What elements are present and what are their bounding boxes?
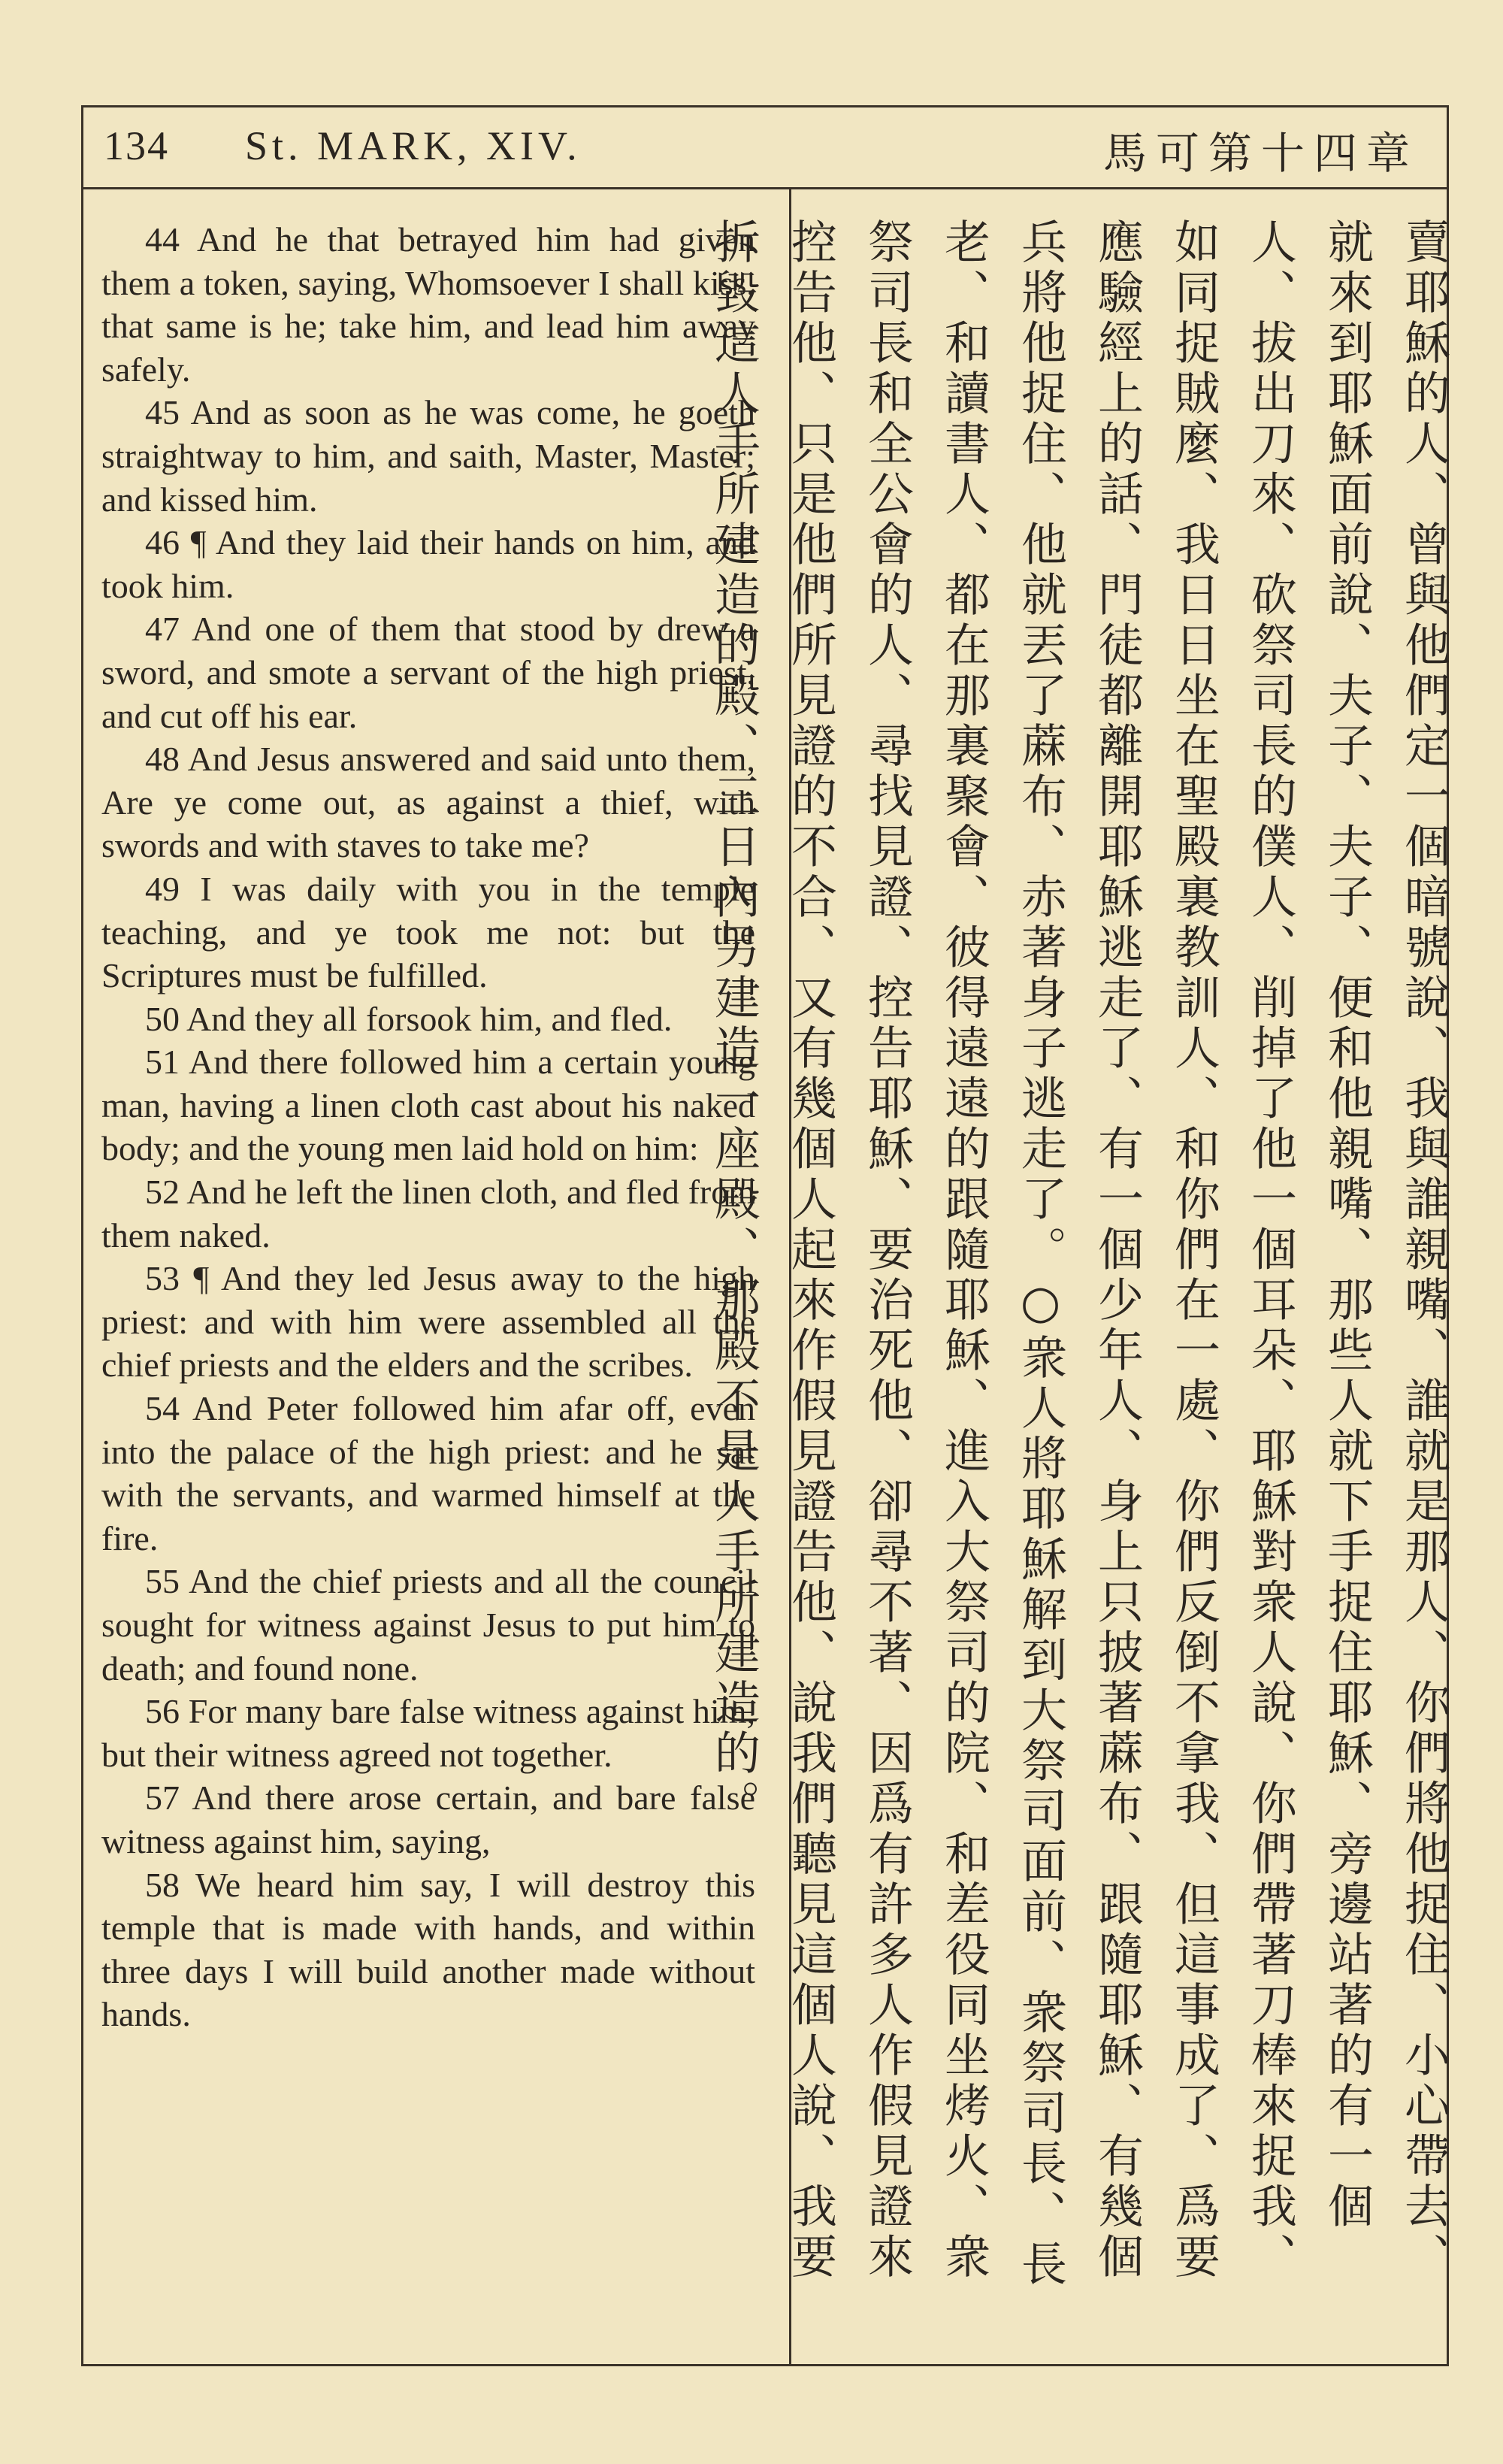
verse-56: 56 For many bare false witness against him, but their witness agreed not together. xyxy=(101,1692,755,1774)
verse-49: 49 I was daily with you in the temple teaching, and ye took me not: but the Scriptures must be fulfilled. xyxy=(101,869,755,995)
verse-58: 58 We heard him say, I will destroy this temple that is made with hands, and within three days I will build another made without hands. xyxy=(101,1865,755,2034)
verse-57: 57 And there arose certain, and bare false witness against him, saying, xyxy=(101,1778,755,1860)
verse-53: 53 ¶ And they led Jesus away to the high priest: and with him were assembled all the chief priests and the elders and the scribes. xyxy=(101,1259,755,1385)
verse-51: 51 And there followed him a certain young man, having a linen cloth cast about his naked body; and the young men laid hold on him: xyxy=(101,1043,755,1168)
verse-44: 44 And he that betrayed him had given them a token, saying, Whomsoever I shall kiss, that same is he; take him, and lead him away safely. xyxy=(101,220,755,389)
chinese-running-head: 馬可第十四章 xyxy=(1102,128,1419,179)
verse-45: 45 And as soon as he was come, he goeth straightway to him, and saith, Master, Master; and kissed him. xyxy=(101,393,755,519)
chinese-text: 賣耶穌的人、曾與他們定一個暗號說、我與誰親嘴、誰就是那人、你們將他捉住、小心帶去、就來到耶穌面前說、夫子、夫子、便和他親嘴、那些人就下手捉住耶穌、旁邊站著的有一個人、拔出刀來、砍祭司長的僕人、削掉了他一個耳朵、耶穌對衆人說、你們帶著刀棒來捉我、如同捉賊麼、我日日坐在聖殿裏教訓人、和你們在一處、你們反倒不拿我、但這事成了、爲要應驗經上的話、門徒都離開耶穌逃走了、有一個少年人、身上只披著蔴布、跟隨耶穌、有幾個兵將他捉住、他就丟了蔴布、赤著身子逃走了。○衆人將耶穌解到大祭司面前、衆祭司長、長老、和讀書人、都在那裏聚會、彼得遠遠的跟隨耶穌、進入大祭司的院、和差役同坐烤火、衆祭司長和全公會的人、尋找見證、控告耶穌、要治死他、卻尋不著、因爲有許多人作假見證來控告他、只是他們所見證的不合、又有幾個人起來作假見證告他、說我們聽見這個人說、我要拆毀這人手所建造的殿、三日內另建造一座殿、那殿不是人手所建造的。 xyxy=(707,218,1450,2290)
verse-55: 55 And the chief priests and all the council sought for witness against Jesus to put him to death; and found none. xyxy=(101,1562,755,1688)
english-column xyxy=(101,218,755,2036)
verse-47: 47 And one of them that stood by drew a sword, and smote a servant of the high priest, and cut off his ear. xyxy=(101,610,755,735)
page-number: 134 xyxy=(104,123,169,168)
verse-54: 54 And Peter followed him afar off, even into the palace of the high priest: and he sat with the servants, and warmed himself at the fire. xyxy=(101,1389,755,1557)
verse-48: 48 And Jesus answered and said unto them, Are ye come out, as against a thief, with swords and with staves to take me? xyxy=(101,740,755,865)
verse-50: 50 And they all forsook him, and fled. xyxy=(145,999,673,1038)
verse-46: 46 ¶ And they laid their hands on him, and took him. xyxy=(101,523,755,605)
running-head: St. MARK, XIV. xyxy=(245,123,582,168)
chinese-column xyxy=(707,218,1462,2323)
page-header xyxy=(81,105,1449,189)
verse-52: 52 And he left the linen cloth, and fled from them naked. xyxy=(101,1173,755,1255)
